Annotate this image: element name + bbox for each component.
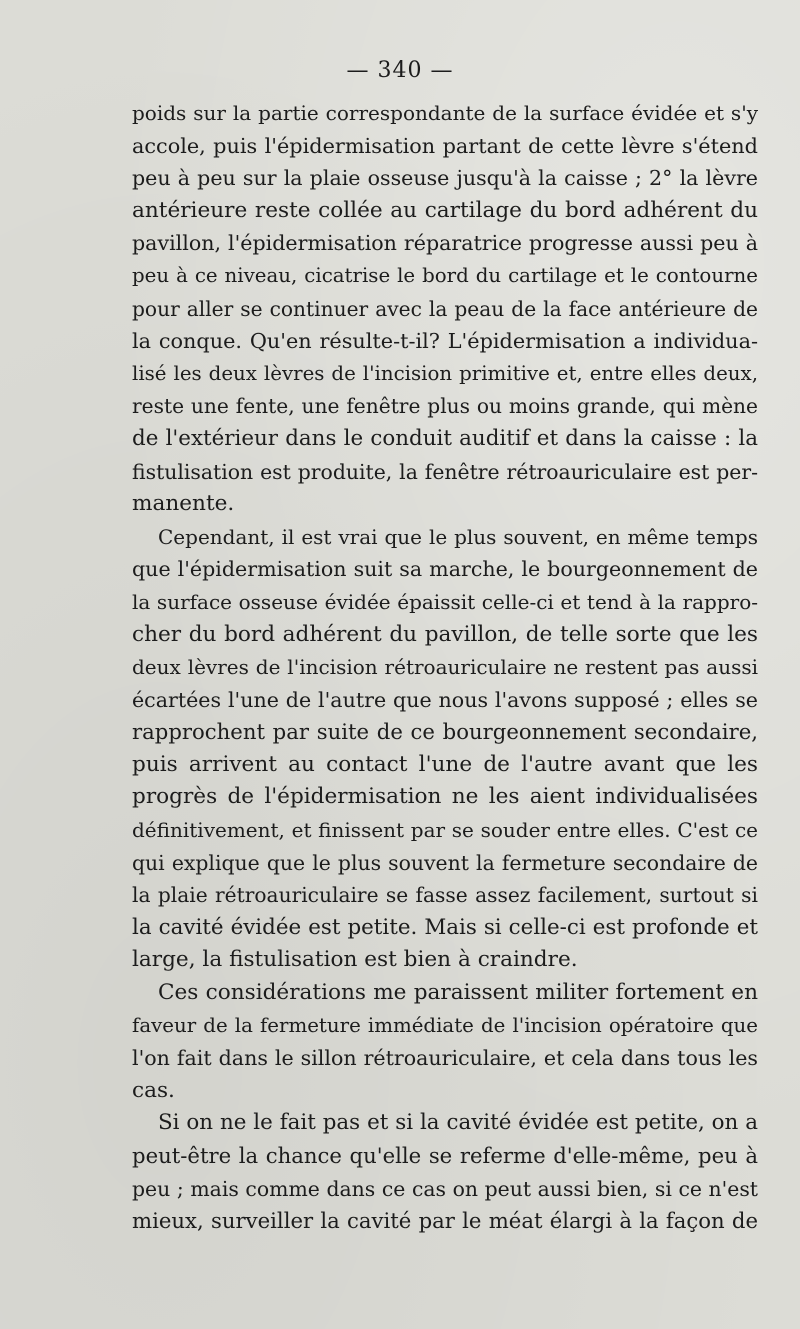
text-line: deux lèvres de l'incision rétroauriculaire ne restent pas aussi: [132, 655, 758, 680]
text-line: pavillon, l'épidermisation réparatrice progresse aussi peu à: [132, 231, 758, 256]
text-line: pour aller se continuer avec la peau de la face antérieure de: [132, 296, 758, 321]
paragraph-4: [132, 1107, 758, 1237]
text-line: puis arrivent au contact l'une de l'autre avant que les: [132, 751, 758, 777]
body-text: [132, 97, 758, 1238]
text-line: antérieure reste collée au cartilage du bord adhérent du: [132, 197, 758, 223]
text-line: la conque. Qu'en résulte-t-il? L'épidermisation a individua-: [132, 329, 758, 354]
paragraph-1: [132, 97, 758, 521]
paragraph-3: [132, 977, 758, 1107]
text-line: manente.: [132, 491, 235, 517]
text-line: Si on ne le fait pas et si la cavité évidée est petite, on a: [158, 1110, 758, 1136]
page-number: — 340 —: [346, 58, 454, 83]
text-line: cas.: [132, 1077, 175, 1103]
text-line: Ces considérations me paraissent militer fortement en: [158, 980, 758, 1006]
text-line: Cependant, il est vrai que le plus souvent, en même temps: [158, 524, 758, 549]
text-line: peu ; mais comme dans ce cas on peut aussi bien, si ce n'est: [132, 1176, 758, 1201]
text-line: cher du bord adhérent du pavillon, de telle sorte que les: [132, 621, 758, 647]
text-line: peu à peu sur la plaie osseuse jusqu'à la caisse ; 2° la lèvre: [132, 166, 758, 191]
text-line: peu à ce niveau, cicatrise le bord du cartilage et le contourne: [132, 263, 758, 287]
text-line: définitivement, et finissent par se souder entre elles. C'est ce: [132, 818, 758, 843]
paragraph-2: [132, 521, 758, 977]
text-line: fistulisation est produite, la fenêtre rétroauriculaire est per-: [132, 459, 758, 484]
text-line: reste une fente, une fenêtre plus ou moins grande, qui mène: [132, 394, 758, 419]
text-line: peut-être la chance qu'elle se referme d'elle-même, peu à: [132, 1143, 758, 1168]
text-line: poids sur la partie correspondante de la surface évidée et s'y: [132, 101, 758, 125]
text-line: l'on fait dans le sillon rétroauriculaire, et cela dans tous les: [132, 1046, 758, 1071]
text-line: large, la fistulisation est bien à craindre.: [132, 947, 578, 973]
text-line: de l'extérieur dans le conduit auditif et dans la caisse : la: [132, 425, 758, 451]
text-line: lisé les deux lèvres de l'incision primitive et, entre elles deux,: [132, 361, 758, 385]
text-line: écartées l'une de l'autre que nous l'avons supposé ; elles se: [132, 687, 758, 712]
text-line: la surface osseuse évidée épaissit celle-ci et tend à la rappro-: [132, 589, 758, 614]
text-line: qui explique que le plus souvent la fermeture secondaire de: [132, 850, 758, 875]
text-line: rapprochent par suite de ce bourgeonnement secondaire,: [132, 719, 758, 745]
text-line: faveur de la fermeture immédiate de l'incision opératoire que: [132, 1013, 758, 1037]
text-line: la plaie rétroauriculaire se fasse assez facilement, surtout si: [132, 883, 758, 908]
text-line: progrès de l'épidermisation ne les aient individualisées: [132, 784, 758, 810]
text-line: que l'épidermisation suit sa marche, le bourgeonnement de: [132, 557, 758, 582]
text-line: la cavité évidée est petite. Mais si celle-ci est profonde et: [132, 914, 758, 940]
text-line: accole, puis l'épidermisation partant de cette lèvre s'étend: [132, 133, 758, 158]
text-line: mieux, surveiller la cavité par le méat élargi à la façon de: [132, 1208, 758, 1234]
